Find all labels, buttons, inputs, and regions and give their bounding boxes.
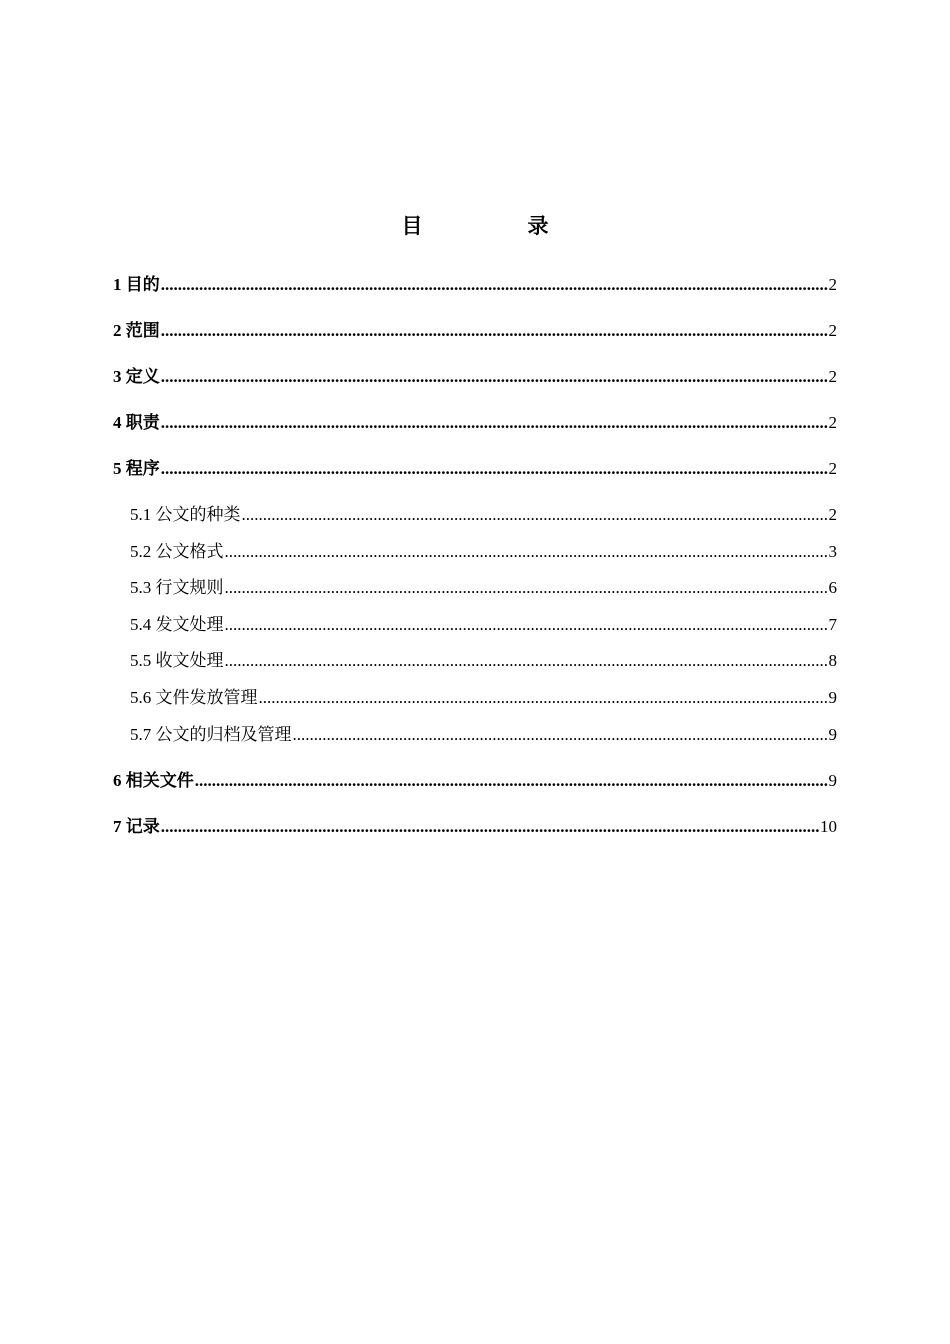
dot-leader — [225, 651, 828, 671]
dot-leader — [161, 367, 828, 387]
toc-entry-5-2[interactable] — [113, 537, 837, 574]
toc-entry-label: 4 职责 — [113, 413, 160, 432]
toc-entry-page: 9 — [828, 771, 837, 791]
toc-entry-page: 10 — [820, 817, 837, 837]
toc-entry-5-7[interactable] — [113, 720, 837, 757]
dot-leader — [225, 578, 828, 598]
toc-entry-page: 9 — [828, 724, 837, 744]
dot-leader — [161, 413, 828, 433]
toc-entry-5-1[interactable] — [113, 500, 837, 537]
toc-entry-page: 2 — [828, 321, 837, 340]
dot-leader — [259, 688, 828, 708]
toc-list — [113, 270, 837, 858]
toc-entry-page: 8 — [828, 651, 837, 671]
dot-leader — [225, 542, 828, 562]
toc-entry-label: 2 范围 — [113, 321, 160, 340]
dot-leader — [161, 459, 828, 479]
toc-entry-label: 3 定义 — [113, 367, 160, 386]
toc-entry-page: 2 — [828, 413, 837, 432]
toc-entry-scope[interactable] — [113, 316, 837, 362]
toc-entry-page: 2 — [828, 505, 837, 524]
toc-entry-related-documents[interactable] — [113, 766, 837, 812]
toc-entry-5-3[interactable] — [113, 573, 837, 610]
dot-leader — [161, 275, 828, 295]
toc-entry-responsibilities[interactable] — [113, 408, 837, 454]
toc-entry-5-6[interactable] — [113, 683, 837, 720]
dot-leader — [293, 725, 828, 745]
dot-leader — [225, 615, 828, 635]
toc-entry-page: 2 — [828, 367, 837, 386]
toc-entry-page: 3 — [828, 541, 837, 561]
toc-entry-5-5[interactable] — [113, 646, 837, 683]
toc-entry-label: 5.5 收文处理 — [130, 651, 224, 671]
toc-entry-label: 5.1 公文的种类 — [130, 505, 241, 524]
toc-entry-label: 5.3 行文规则 — [130, 578, 224, 598]
toc-entry-label: 6 相关文件 — [113, 771, 194, 791]
toc-entry-label: 1 目的 — [113, 275, 160, 294]
dot-leader — [161, 321, 828, 341]
dot-leader — [195, 771, 828, 791]
toc-entry-label: 5.4 发文处理 — [130, 614, 224, 634]
toc-entry-label: 7 记录 — [113, 817, 160, 837]
toc-entry-label: 5.2 公文格式 — [130, 541, 224, 561]
toc-entry-page: 7 — [828, 614, 837, 634]
toc-entry-page: 6 — [828, 578, 837, 598]
toc-entry-label: 5.6 文件发放管理 — [130, 687, 258, 707]
toc-entry-page: 2 — [828, 459, 837, 478]
toc-entry-procedure[interactable] — [113, 454, 837, 500]
toc-entry-definitions[interactable] — [113, 362, 837, 408]
toc-entry-label: 5 程序 — [113, 459, 160, 478]
toc-entry-page: 2 — [828, 275, 837, 294]
dot-leader — [161, 817, 819, 837]
toc-entry-label: 5.7 公文的归档及管理 — [130, 724, 292, 744]
toc-entry-5-4[interactable] — [113, 610, 837, 647]
toc-entry-purpose[interactable] — [113, 270, 837, 316]
toc-entry-page: 9 — [828, 687, 837, 707]
toc-entry-records[interactable] — [113, 812, 837, 858]
dot-leader — [242, 505, 828, 525]
toc-title: 目 录 — [401, 214, 591, 238]
